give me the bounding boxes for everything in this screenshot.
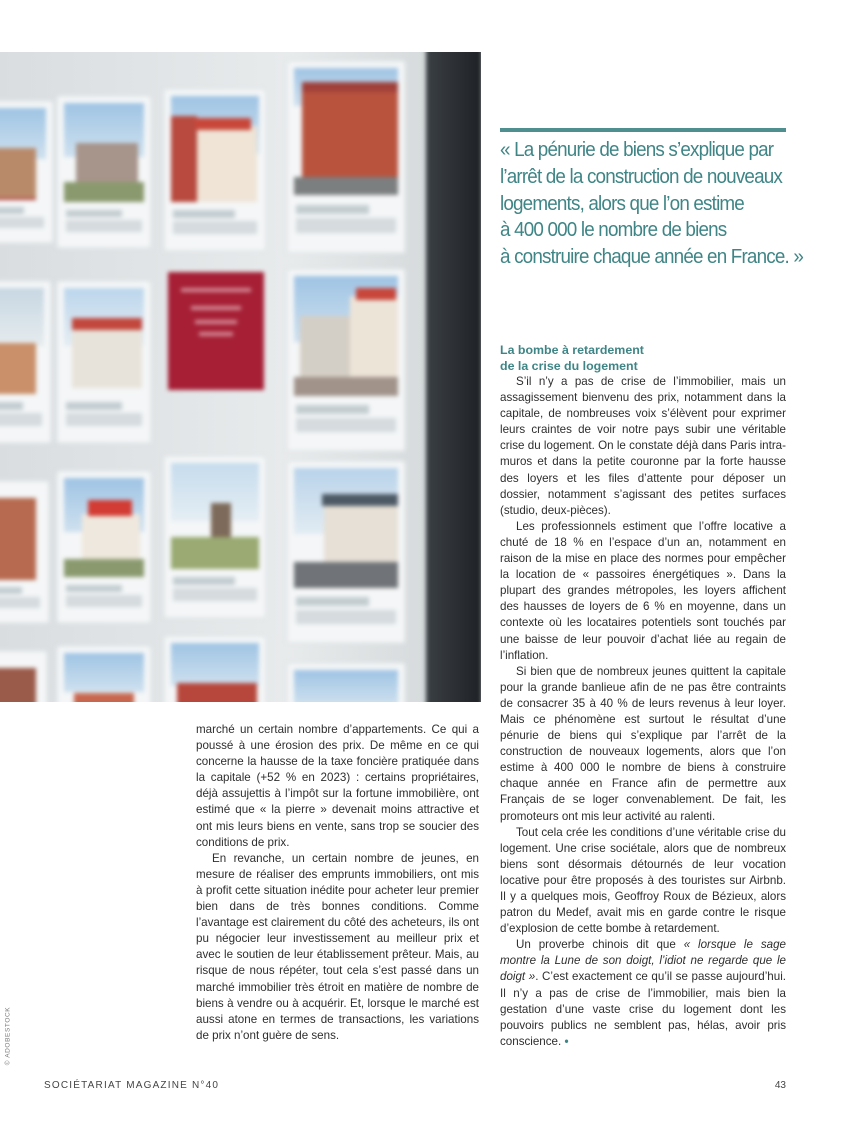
body-paragraph: Tout cela crée les conditions d’une véritable crise du logement. Une crise sociétale, alors que de nombreux biens sont désormais détournés de leur vocation locative pour être proposés à des touristes sur Airbnb. Il y a quelques mois, Geoffroy Roux de Bézieux, alors patron du Medef, avait mis en garde contre le risque d’explosion de cette bombe à retardement.: [500, 825, 786, 936]
photo-credit-text: © ADOBESTOCK: [4, 1006, 12, 1066]
window-frame-post: [426, 52, 481, 702]
listing-card: [0, 482, 48, 622]
pull-quote-line: l’arrêt de la construction de nouveaux: [500, 164, 783, 188]
body-paragraph: En revanche, un certain nombre de jeunes, en mesure de réaliser des emprunts immobiliers, ont mis à profit cette situation inédite pour acheter leur premier bien dans de très bonnes conditions. Comme l’avantage est clairement du côté des acheteurs, ils ont pu négocier leur investissement au meilleur prix et avec le soutien de leur établissement prêteur. Mais, au risque de nous répéter, tout cela s’est passé dans un marché immobilier très étroit en matière de nombre de biens à vendre ou à acquérir. Et, lorsque le marché est aussi atone en termes de transactions, les variations de prix n’ont guère de sens.: [196, 851, 479, 1042]
listing-card: [58, 97, 150, 247]
listing-card: [288, 62, 404, 252]
pull-quote-line: à 400 000 le nombre de biens: [500, 218, 727, 242]
photo-credit: [3, 1004, 13, 1068]
listing-card: [288, 462, 404, 642]
listing-card: [58, 282, 150, 442]
listing-card: [165, 90, 265, 250]
listing-card: [58, 647, 150, 702]
closing-paragraph: [500, 937, 786, 1050]
listing-card: [288, 664, 404, 702]
real-estate-listings-photo: [0, 52, 481, 702]
agency-sign-card: [168, 272, 264, 390]
closing-text: . C’est exactement ce qu’il se passe aujourd’hui. Il n’y a pas de crise de l’immobilier, mais bien la gestation d’une vaste crise du logement dont les pouvoirs publics ne semblent pas, hélas, avoir pris conscience.: [500, 970, 786, 1048]
body-paragraph: Si bien que de nombreux jeunes quittent la capitale pour la grande banlieue afin de ne pas être contraints de consacrer 35 à 40 % de leurs revenus à leur loyer. Mais ce phénomène est surtout le résultat d’une pénurie de biens qui s’explique par l’arrêt de la construction de nouveaux logements, alors que l’on estime à 400 000 le nombre de biens à construire chaque année en France afin de permettre aux Français de se loger convenablement. De fait, les promoteurs ont mis leur activité au ralenti.: [500, 664, 786, 823]
listing-card: [0, 102, 52, 242]
listing-card: [288, 270, 404, 450]
pull-quote: [500, 137, 804, 271]
section-heading-line: La bombe à retardement: [500, 343, 644, 357]
left-column: [196, 722, 479, 1044]
pull-quote-line: logements, alors que l’on estime: [500, 191, 744, 215]
listing-card: [58, 472, 150, 622]
pull-quote-line: « La pénurie de biens s’explique par: [500, 138, 774, 161]
photo-blur-layer: [0, 52, 481, 702]
listing-card: [165, 637, 265, 702]
body-paragraph: S’il n’y a pas de crise de l’immobilier, mais un assagissement bienvenu des prix, notamment dans la capitale, de nombreuses voix s’élèvent pour exprimer leurs craintes de voir notre pays subir une véritable crise du logement. On le constate déjà dans Paris intra-muros et dans la petite couronne par la forte hausse des loyers et les files d’attente pour déposer un dossier, notamment s’agissant des petites surfaces (studio, deux-pièces).: [500, 375, 786, 517]
body-paragraph: Les professionnels estiment que l’offre locative a chuté de 18 % en l’espace d’un an, notamment en raison de la mise en place des normes pour empêcher la location de « passoires énergétiques ». Dans la plupart des grandes métropoles, les loyers affichent des hausses de loyers de 6 % en moyenne, dans un contexte où les locataires potentiels sont touchés par une baisse de leur pouvoir d’achat liée au regain de l’inflation.: [500, 519, 786, 662]
closing-intro: Un proverbe chinois dit que: [516, 938, 684, 952]
pull-quote-line: à construire chaque année en France. »: [500, 245, 804, 269]
listing-card: [0, 652, 46, 702]
page-number: 43: [774, 1080, 786, 1091]
body-paragraph: marché un certain nombre d’appartements. Ce qui a poussé à une érosion des prix. De même en ce qui concerne la hausse de la taxe foncière pratiquée dans la capitale (+52 % en 2023) : certains propriétaires, déjà assujettis à l’impôt sur la fortune immobilière, ont estimé que « la pierre » devenait moins attractive et ont mis leurs biens en vente, sans trop se soucier des conditions de prix.: [196, 723, 479, 849]
right-column: [500, 374, 786, 1050]
listing-card: [0, 282, 50, 442]
magazine-footer: SOCIÉTARIAT MAGAZINE N°40: [44, 1080, 220, 1091]
section-heading-line: de la crise du logement: [500, 358, 638, 373]
pull-quote-rule: [500, 128, 786, 132]
proverb-quote: « lorsque le sage montre la Lune de son doigt, l’idiot ne regarde que le doigt »: [500, 938, 786, 984]
listing-card: [165, 457, 265, 617]
section-heading: [500, 343, 786, 374]
article-end-mark: •: [564, 1034, 569, 1048]
